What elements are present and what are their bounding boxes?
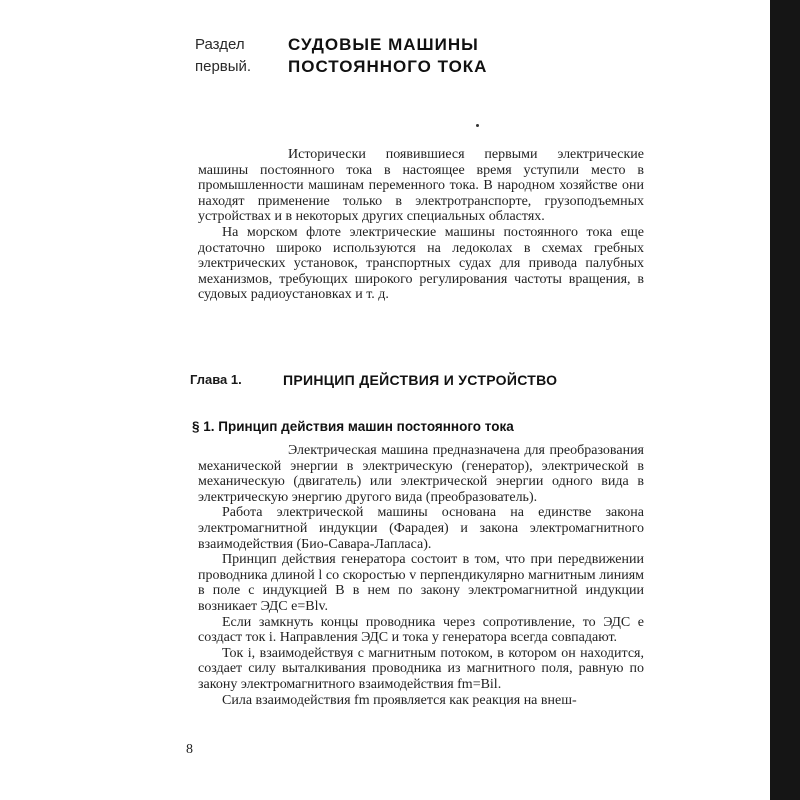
body-paragraph-5: Ток i, взаимодействуя с магнитным потоком, в котором он находится, создает силу выталкивания проводника из магнитного поля, равную по закону электромагнитного взаимодействия fm=Bil. [198,645,644,692]
section-label-line-1: Раздел [195,36,245,53]
intro-paragraph-2: На морском флоте электрические машины постоянного тока еще достаточно широко используются на ледоколах в схемах гребных электрических установок, транспортных судах для привода палубных механизмов, требующих широкого регулирования частоты вращения, в судовых радиоустановках и т. д. [198,224,644,303]
chapter-label: Глава 1. [190,372,242,387]
section-title-line-1: СУДОВЫЕ МАШИНЫ [288,35,479,54]
paragraph-heading: § 1. Принцип действия машин постоянного тока [192,419,514,434]
scan-edge-shadow [770,0,800,800]
print-speck [476,124,479,127]
section-intro [198,147,644,303]
section-title-line-2: ПОСТОЯННОГО ТОКА [288,57,488,76]
body-paragraph-1: Электрическая машина предназначена для преобразования механической энергии в электрическую (генератор), электрической в механическую (двигатель) или электрической энергии одного вида в электрическую энергию другого вида (преобразователь). [198,443,644,505]
body-paragraph-4: Если замкнуть концы проводника через сопротивление, то ЭДС e создаст ток i. Направления ЭДС и тока у генератора всегда совпадают. [198,614,644,646]
section-title [288,34,548,78]
page-number: 8 [186,742,193,757]
chapter-body [198,443,644,708]
intro-paragraph-1: Исторически появившиеся первыми электрические машины постоянного тока в настоящее время уступили место в промышленности машинам переменного тока. В народном хозяйстве они находят применение только в электротранспорте, грузоподъемных устройствах и в некоторых других специальных областях. [198,147,644,225]
chapter-title: ПРИНЦИП ДЕЙСТВИЯ И УСТРОЙСТВО [283,372,558,388]
body-paragraph-3: Принцип действия генератора состоит в том, что при передвижении проводника длиной l со скоростью v перпендикулярно магнитным линиям в поле с индукцией B в нем по закону электромагнитной индукции возникает ЭДС e=Blv. [198,552,644,614]
section-label-line-2: первый. [195,58,252,75]
section-label [195,34,285,78]
body-paragraph-2: Работа электрической машины основана на единстве закона электромагнитной индукции (Фарадея) и закона электромагнитного взаимодействия (Био-Савара-Лапласа). [198,505,644,552]
body-paragraph-6: Сила взаимодействия fm проявляется как реакция на внеш- [222,692,577,708]
